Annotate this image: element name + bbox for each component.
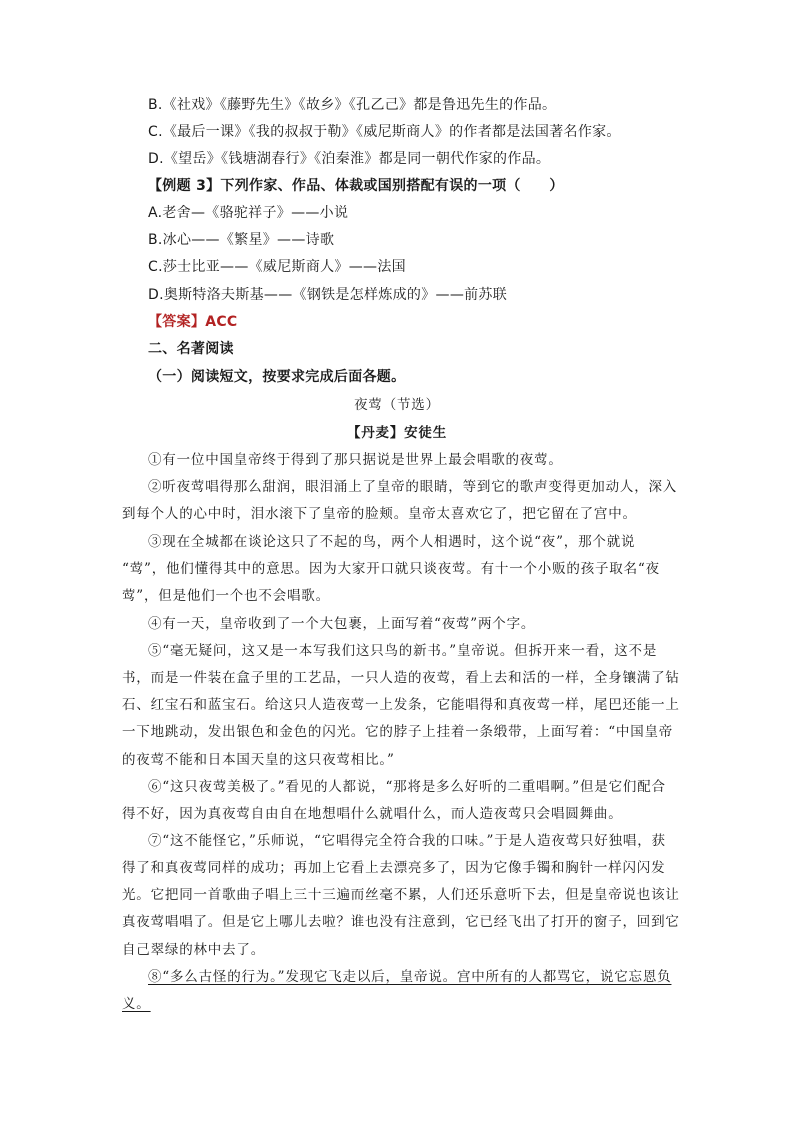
section-sub-heading: （一）阅读短文，按要求完成后面各题。 xyxy=(148,369,406,385)
passage-line: “莺”，他们懂得其中的意思。因为大家开口就只谈夜莺。有十一个小贩的孩子取名“夜 xyxy=(122,561,660,577)
passage-line: ⑦“这不能怪它，”乐师说，“它唱得完全符合我的口味。”于是人造夜莺只好独唱，获 xyxy=(148,833,666,849)
passage-line: 的夜莺不能和日本国天皇的这只夜莺相比。” xyxy=(122,752,395,768)
passage-line: 光。它把同一首歌曲子唱上三十三遍而丝毫不累，人们还乐意听下去，但是皇帝说也该让 xyxy=(122,887,680,903)
example3-option-d: D.奥斯特洛夫斯基——《钢铁是怎样炼成的》——前苏联 xyxy=(148,287,508,303)
passage-line-underlined: ⑧“多么古怪的行为。”发现它飞走以后，皇帝说。宫中所有的人都骂它，说它忘恩负 xyxy=(148,969,672,985)
example3-option-c: C.莎士比亚——《威尼斯商人》——法国 xyxy=(148,259,406,275)
passage-line: ⑥“这只夜莺美极了。”看见的人都说，“那将是多么好听的二重唱啊。”但是它们配合 xyxy=(148,779,666,795)
passage-line: ④有一天，皇帝收到了一个大包裹，上面写着“夜莺”两个字。 xyxy=(148,616,536,632)
example3-title: 【例题 3】下列作家、作品、体裁或国别搭配有误的一项（ ） xyxy=(148,178,564,194)
answer-value: ACC xyxy=(205,314,238,330)
passage-line: 到每个人的心中时，泪水滚下了皇帝的脸颊。皇帝太喜欢它了，把它留在了宫中。 xyxy=(122,506,637,522)
example3-option-b: B.冰心——《繁星》——诗歌 xyxy=(148,232,335,248)
answer-line xyxy=(148,313,238,331)
option-c-prev: C.《最后一课》《我的叔叔于勒》《威尼斯商人》的作者都是法国著名作家。 xyxy=(148,124,621,140)
section-heading: 二、名著阅读 xyxy=(148,341,234,357)
passage-line: ①有一位中国皇帝终于得到了那只据说是世界上最会唱歌的夜莺。 xyxy=(148,452,563,468)
passage-line: ③现在全城都在谈论这只了不起的鸟，两个人相遇时，这个说“夜”，那个就说 xyxy=(148,534,636,550)
passage-line: 真夜莺唱唱了。但是它上哪儿去啦？谁也没有注意到，它已经飞出了打开的窗子，回到它 xyxy=(122,914,680,930)
passage-title: 夜莺（节选） xyxy=(354,397,440,413)
passage-line: 书，而是一件装在盒子里的工艺品，一只人造的夜莺，看上去和活的一样，全身镶满了钻 xyxy=(122,670,680,686)
passage-line: 莺”，但是他们一个也不会唱歌。 xyxy=(122,588,330,604)
passage-line: 得不好，因为真夜莺自由自在地想唱什么就唱什么，而人造夜莺只会唱圆舞曲。 xyxy=(122,806,623,822)
passage-line: 一下地跳动，发出银色和金色的闪光。它的脖子上挂着一条缎带，上面写着：“中国皇帝 xyxy=(122,724,674,740)
passage-line: 自己翠绿的林中去了。 xyxy=(122,942,265,958)
example3-option-a: A.老舍—《骆驼祥子》——小说 xyxy=(148,205,349,221)
passage-line: ②听夜莺唱得那么甜润，眼泪涌上了皇帝的眼睛，等到它的歌声变得更加动人，深入 xyxy=(148,479,678,495)
passage-line-underlined: 义。 xyxy=(122,996,151,1012)
passage-line: ⑤“毫无疑问，这又是一本写我们这只鸟的新书。”皇帝说。但拆开来一看，这不是 xyxy=(148,643,658,659)
passage-author: 【丹麦】安徒生 xyxy=(346,425,448,441)
passage-line: 得了和真夜莺同样的成功；再加上它看上去漂亮多了，因为它像手镯和胸针一样闪闪发 xyxy=(122,860,666,876)
answer-label: 【答案】 xyxy=(148,314,206,330)
option-d-prev: D.《望岳》《钱塘湖春行》《泊秦淮》都是同一朝代作家的作品。 xyxy=(148,151,551,167)
passage-line: 石、红宝石和蓝宝石。给这只人造夜莺一上发条，它能唱得和真夜莺一样，尾巴还能一上 xyxy=(122,697,680,713)
option-b-prev: B.《社戏》《藤野先生》《故乡》《孔乙己》都是鲁迅先生的作品。 xyxy=(148,97,557,113)
